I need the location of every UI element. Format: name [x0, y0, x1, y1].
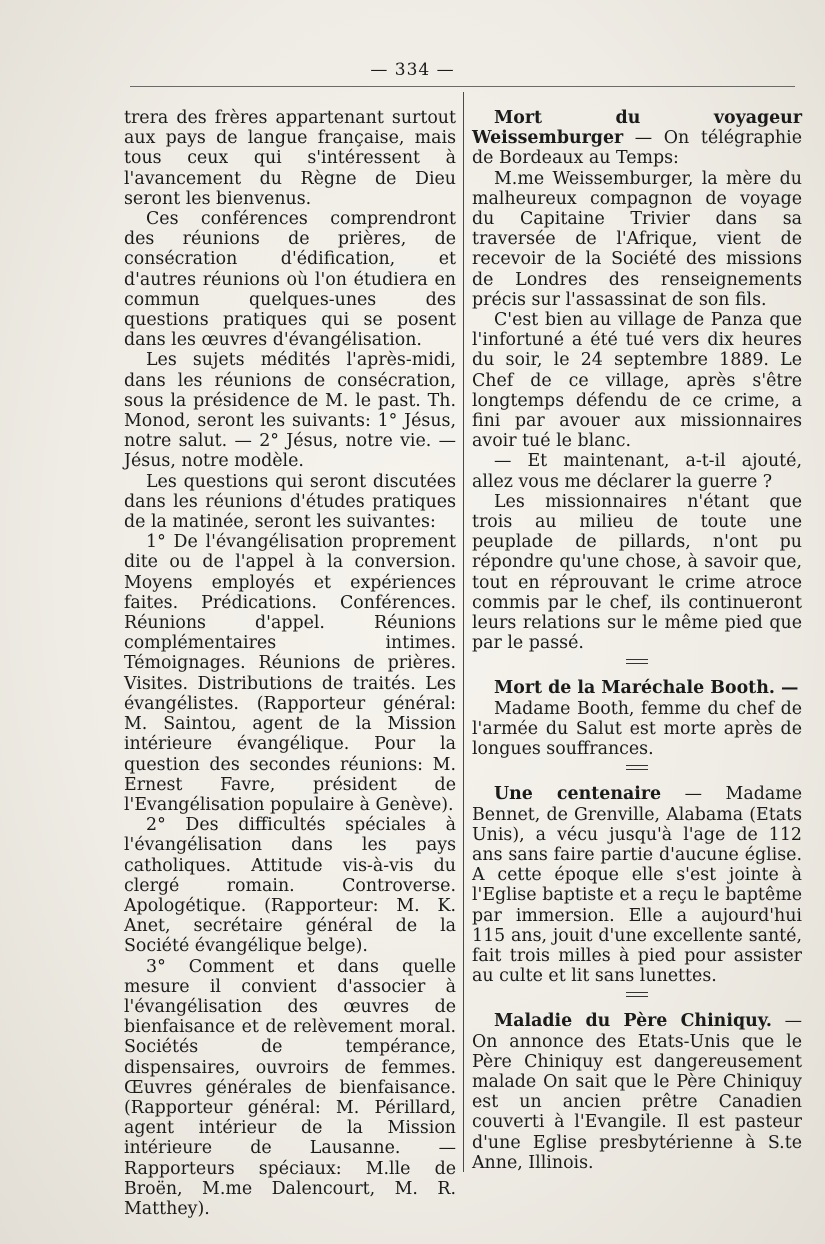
article-separator [472, 988, 802, 997]
header-rule [130, 86, 795, 87]
paragraph: M.me Weissemburger, la mère du malheureux compagnon de voyage du Capitaine Trivier dans sa traversée de l'Afrique, vient de recevoir de la Société des missions de Londres des renseignements précis sur l'assassinat de son fils. [472, 168, 802, 310]
page-number: — 334 — [370, 60, 455, 80]
article-chiniquy [472, 1011, 802, 1173]
article-lead: — On télégraphie de Bordeaux au Temps: [472, 128, 802, 169]
left-column [124, 108, 456, 1219]
right-column [472, 108, 802, 1173]
paragraph: 3° Comment et dans quelle mesure il convient d'associer à l'évangélisation des œuvres de bienfaisance et de relèvement moral. Sociétés de tempérance, dispensaires, ouvroirs de femmes. Œuvres générales de bienfaisance. (Rapporteur général: M. Périllard, agent intérieur de la Mission intérieure de Lausanne. — Rapporteurs spéciaux: M.lle de Broën, M.me Dalencourt, M. R. Matthey). [124, 956, 456, 1219]
paragraph: C'est bien au village de Panza que l'infortuné a été tué vers dix heures du soir, le 24 septembre 1889. Le Chef de ce village, après s'être longtemps défendu de ce crime, a fini par avouer aux missionnaires avoir tué le blanc. [472, 310, 802, 452]
paragraph: Les questions qui seront discutées dans les réunions d'études pratiques de la matinée, seront les suivantes: [124, 471, 456, 533]
paragraph: Ces conférences comprendront des réunions de prières, de consécration d'édification, et d'autres réunions où l'on étudiera en commun quelques-unes des questions pratiques qui se posent dans les œuvres d'évangélisation. [124, 209, 456, 351]
article-body: — Madame Bennet, de Grenville, Alabama (Etats Unis), a vécu jusqu'à l'age de 112 ans sans faire partie d'aucune église. A cette époque elle s'est jointe à l'Eglise baptiste et a reçu le baptême par immersion. Elle a aujourd'hui 115 ans, jouit d'une excellente santé, fait trois milles à pied pour assister au culte et lit sans lunettes. [472, 784, 802, 987]
paragraph: trera des frères appartenant surtout aux pays de langue française, mais tous ceux qui s'intéressent à l'avancement du Règne de Dieu seront les bienvenus. [124, 108, 456, 209]
article-separator [472, 761, 802, 770]
article-centenaire [472, 784, 802, 986]
paragraph: Les sujets médités l'après-midi, dans les réunions de consécration, sous la présidence de M. le past. Th. Monod, seront les suivants: 1° Jésus, notre salut. — 2° Jésus, notre vie. — Jésus, notre modèle. [124, 350, 456, 472]
paragraph: 1° De l'évangélisation proprement dite ou de l'appel à la conversion. Moyens employés et expériences faites. Prédications. Conférences. Réunions d'appel. Réunions complémentaires intimes. Témoignages. Réunions de prières. Visites. Distributions de traités. Les évangélistes. (Rapporteur général: M. Saintou, agent de la Mission intérieure évangélique. Pour la question des secondes réunions: M. Ernest Favre, président de l'Evangélisation populaire à Genève). [124, 532, 456, 815]
paragraph: 2° Des difficultés spéciales à l'évangélisation dans les pays catholiques. Attitude vis-à-vis du clergé romain. Controverse. Apologétique. (Rapporteur: M. K. Anet, secrétaire général de la Société évangélique belge). [124, 815, 456, 957]
paragraph: — Et maintenant, a-t-il ajouté, allez vous me déclarer la guerre ? [472, 451, 802, 492]
paragraph: Les missionnaires n'étant que trois au milieu de toute une peuplade de pillards, n'ont pu répondre qu'une chose, à savoir que, tout en réprouvant le crime atroce commis par le chef, ils continueront leurs relations sur le même pied que par le passé. [472, 491, 802, 654]
column-divider [463, 92, 464, 1172]
article-heading: Mort du voyageur Weissemburger [472, 108, 802, 149]
article-heading: Une centenaire [494, 784, 662, 805]
article-weissemburger [472, 108, 802, 169]
article-body: — On annonce des Etats-Unis que le Père Chiniquy est dangereusement malade On sait que le Père Chiniquy est un ancien prêtre Canadien couverti à l'Evangile. Il est pasteur d'une Eglise presbytérienne à S.te Anne, Illinois. [472, 1011, 802, 1173]
article-booth [472, 678, 802, 698]
article-heading: Mort de la Maréchale Booth. — [494, 678, 799, 699]
article-heading: Maladie du Père Chiniquy. [494, 1011, 772, 1032]
article-separator [472, 655, 802, 664]
paragraph: Madame Booth, femme du chef de l'armée du Salut est morte après de longues souffrances. [472, 698, 802, 760]
